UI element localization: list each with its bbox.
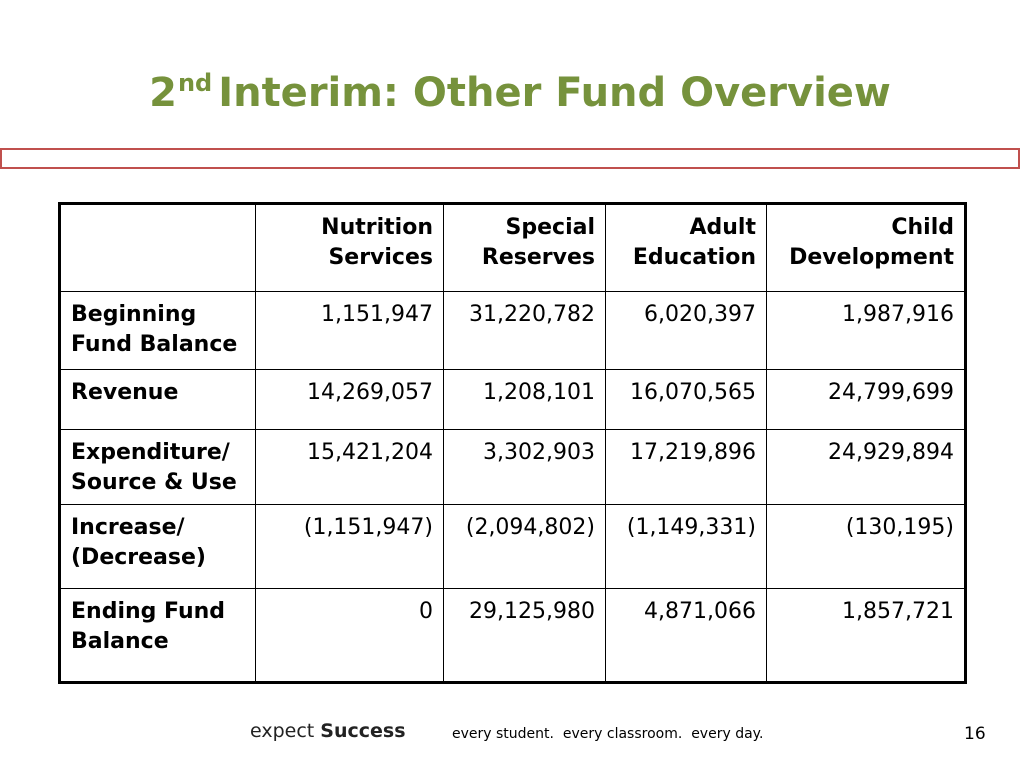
row-label: Increase/ (Decrease) [60, 505, 256, 589]
table-cell: 17,219,896 [606, 430, 767, 505]
column-header-nutrition-services: Nutrition Services [256, 204, 444, 292]
table-cell: 6,020,397 [606, 292, 767, 370]
column-header-adult-education: Adult Education [606, 204, 767, 292]
table-cell: (130,195) [767, 505, 966, 589]
table-row-beginning-fund-balance [60, 292, 966, 370]
logo-text-expect: expect [250, 720, 321, 742]
slide-title [0, 60, 1024, 126]
row-label: Ending Fund Balance [60, 589, 256, 683]
table-cell: 14,269,057 [256, 370, 444, 430]
table-cell: 4,871,066 [606, 589, 767, 683]
row-label: Expenditure/ Source & Use [60, 430, 256, 505]
table-row-revenue [60, 370, 966, 430]
table-cell: 1,987,916 [767, 292, 966, 370]
row-label: Beginning Fund Balance [60, 292, 256, 370]
table-cell: 1,151,947 [256, 292, 444, 370]
table-cell: (1,149,331) [606, 505, 767, 589]
table-row-ending-fund-balance [60, 589, 966, 683]
table-cell: 16,070,565 [606, 370, 767, 430]
table-cell: 1,857,721 [767, 589, 966, 683]
column-header-child-development: Child Development [767, 204, 966, 292]
footer-tagline: every student. every classroom. every day. [452, 726, 764, 742]
table-header-row [60, 204, 966, 292]
title-superscript: nd [177, 69, 213, 97]
table-cell: 24,799,699 [767, 370, 966, 430]
title-main: Interim: Other Fund Overview [218, 70, 891, 116]
table-cell: 24,929,894 [767, 430, 966, 505]
column-header-special-reserves: Special Reserves [444, 204, 606, 292]
table-cell: 29,125,980 [444, 589, 606, 683]
table-cell: (2,094,802) [444, 505, 606, 589]
table-row-increase-decrease [60, 505, 966, 589]
fund-overview-table [58, 202, 967, 684]
table-cell: 0 [256, 589, 444, 683]
row-label: Revenue [60, 370, 256, 430]
title-prefix: 2 [149, 70, 177, 116]
table-cell: (1,151,947) [256, 505, 444, 589]
table-cell: 15,421,204 [256, 430, 444, 505]
page-number: 16 [964, 724, 986, 744]
table-cell: 31,220,782 [444, 292, 606, 370]
title-divider-bar [0, 148, 1020, 169]
table-row-expenditure [60, 430, 966, 505]
logo-text-success: Success [320, 720, 406, 742]
table-cell: 1,208,101 [444, 370, 606, 430]
expect-success-logo [250, 720, 406, 742]
column-header-empty [60, 204, 256, 292]
table-cell: 3,302,903 [444, 430, 606, 505]
